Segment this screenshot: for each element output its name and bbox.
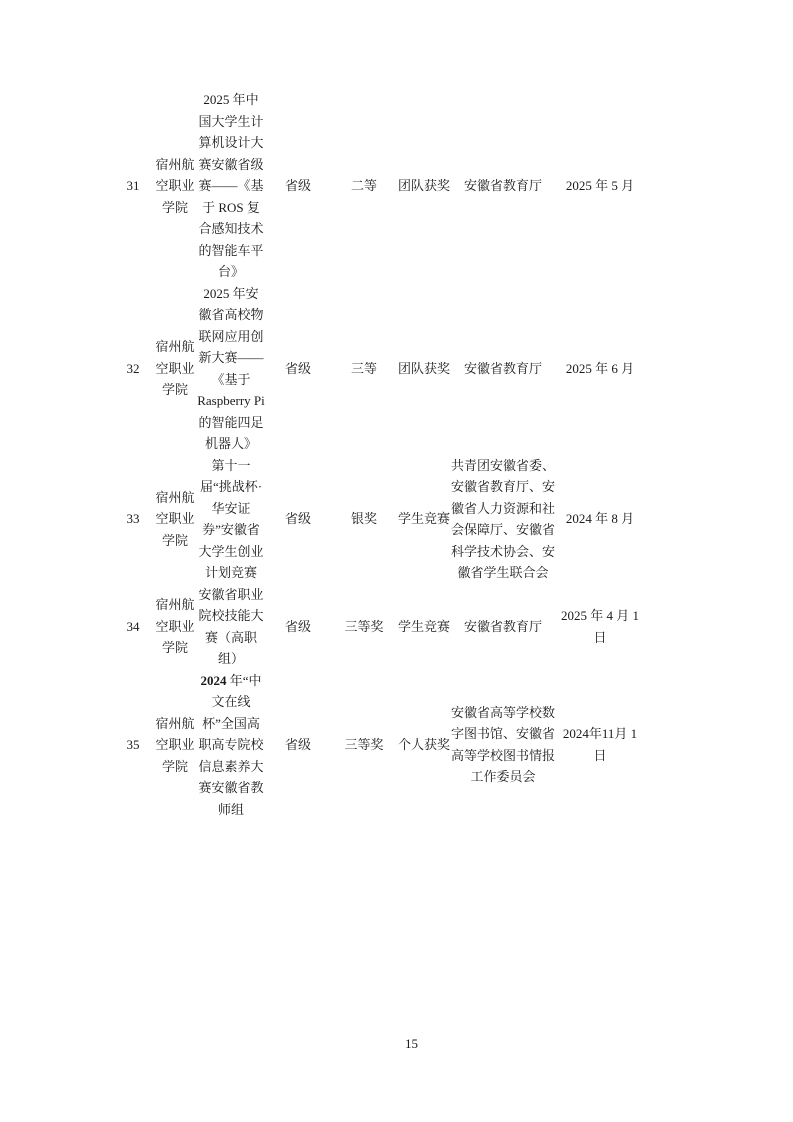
cell-grade: 三等奖 xyxy=(344,737,384,752)
cell-issuer: 安徽省教育厅 xyxy=(463,360,542,376)
cell-date: 2025 年 5 月 xyxy=(565,178,635,193)
cell-institution: 宿州航空职业学院 xyxy=(155,156,195,215)
award-name-rest: 年“中文在线杯”全国高职高专院校信息素养大赛安徽省教师组 xyxy=(198,672,264,817)
cell-category: 学生竞赛 xyxy=(397,511,450,527)
cell-award-name: 2025 年安徽省高校物联网应用创新大赛——《基于 Raspberry Pi 的智能四足机器人》 xyxy=(197,285,265,451)
award-name-bold-year: 2024 xyxy=(200,672,227,688)
cell-serial: 35 xyxy=(126,737,140,752)
cell-serial: 32 xyxy=(126,360,140,376)
cell-institution: 宿州航空职业学院 xyxy=(155,597,195,656)
table-row xyxy=(113,670,645,821)
page-number: 15 xyxy=(405,1036,418,1051)
cell-grade: 二等 xyxy=(350,178,377,193)
awards-table xyxy=(113,89,645,820)
cell-date: 2025 年 6 月 xyxy=(565,360,635,376)
cell-institution: 宿州航空职业学院 xyxy=(155,339,195,398)
cell-serial: 31 xyxy=(126,178,140,193)
cell-serial: 34 xyxy=(126,618,140,634)
cell-category: 学生竞赛 xyxy=(397,618,450,634)
cell-level: 省级 xyxy=(284,618,311,634)
cell-grade: 银奖 xyxy=(350,511,377,527)
cell-date: 2024 年 8 月 xyxy=(565,511,635,527)
cell-level: 省级 xyxy=(284,178,311,193)
cell-serial: 33 xyxy=(126,511,140,527)
cell-level: 省级 xyxy=(284,511,311,527)
cell-institution: 宿州航空职业学院 xyxy=(155,489,195,548)
cell-issuer: 安徽省教育厅 xyxy=(463,178,542,193)
cell-grade: 三等奖 xyxy=(344,618,384,634)
cell-category: 团队获奖 xyxy=(397,360,450,376)
cell-issuer: 共青团安徽省委、安徽省教育厅、安徽省人力资源和社会保障厅、安徽省科学技术协会、安徽省学生联合会 xyxy=(451,457,556,580)
cell-date: 2025 年 4 月 1 日 xyxy=(560,608,639,645)
cell-award-name xyxy=(197,670,265,821)
table-row xyxy=(113,283,645,455)
cell-institution: 宿州航空职业学院 xyxy=(155,715,195,774)
table-row xyxy=(113,455,645,584)
cell-issuer: 安徽省教育厅 xyxy=(463,618,542,634)
cell-award-name: 2025 年中国大学生计算机设计大赛安徽省级赛——《基于 ROS 复合感知技术的智能车平台》 xyxy=(198,92,264,279)
cell-category: 个人获奖 xyxy=(397,737,450,752)
table-row xyxy=(113,584,645,670)
cell-date: 2024年11月 1 日 xyxy=(562,726,638,763)
cell-award-name: 第十一届“挑战杯·华安证券”安徽省大学生创业计划竞赛 xyxy=(198,457,264,580)
cell-issuer: 安徽省高等学校数字图书馆、安徽省高等学校图书情报工作委员会 xyxy=(451,704,556,785)
cell-grade: 三等 xyxy=(350,360,377,376)
cell-category: 团队获奖 xyxy=(397,178,450,193)
table-row xyxy=(113,89,645,283)
cell-level: 省级 xyxy=(284,737,311,752)
cell-award-name: 安徽省职业院校技能大赛（高职组） xyxy=(198,586,264,666)
cell-level: 省级 xyxy=(284,360,311,376)
